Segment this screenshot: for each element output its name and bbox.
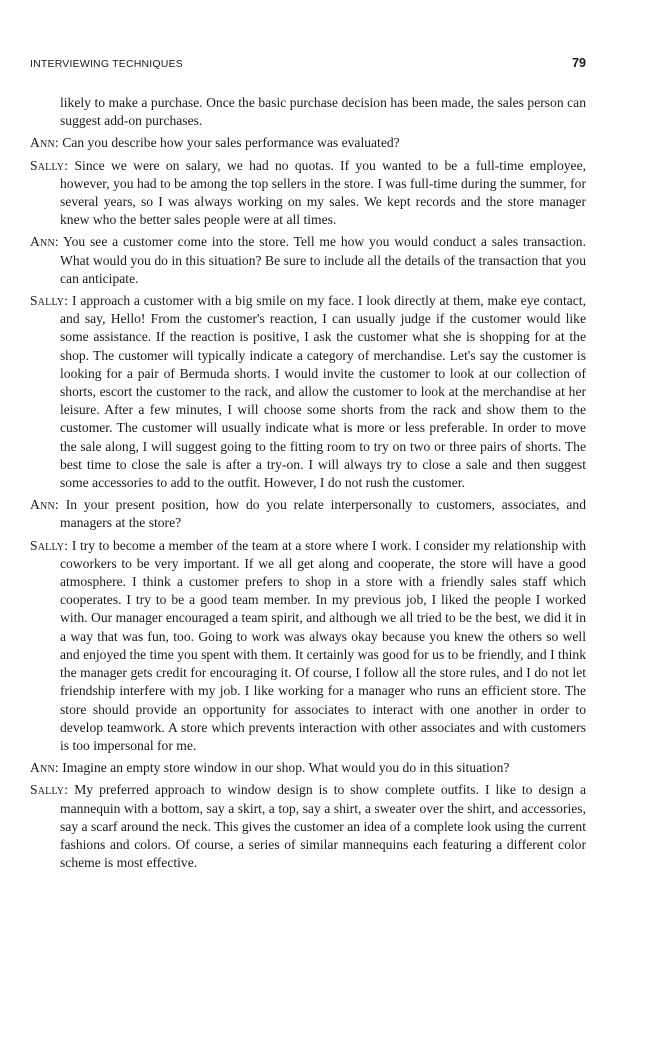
dialogue-sally [30,537,586,755]
dialogue-text: Since we were on salary, we had no quotas. If you wanted to be a full-time employee, however, you had to be among the top sellers in the store. I was full-time during the summer, for several years, so I was always working on my sales. We kept records and the store manager knew who the better sales people were at all times. [60,157,586,228]
dialogue-ann [30,134,586,152]
dialogue-text: I try to become a member of the team at a store where I work. I consider my relationship with coworkers to be very important. If we all get along and cooperate, the store will have a good atmosphere. I think a customer prefers to shop in a store with a friendly sales staff which cooperates. I try to be a good team member. In my previous job, I liked the people I worked with. Our manager encouraged a team spirit, and although we all tried to be the best, we did it in a way that was fun, too. Going to work was always okay because you knew the others so well and enjoyed the time you spent with them. It certainly was good for us to be friendly, and I think the manager gets credit for encouraging it. Of course, I follow all the store rules, and I do not let friendship interfere with my job. I like working for a manager who runs an efficient store. The store should provide an opportunity for associates to interact with one another in order to develop teamwork. A store which prevents interaction with other associates and with customers is too impersonal for me. [60,537,586,753]
paragraph-text: likely to make a purchase. Once the basic purchase decision has been made, the sales person can suggest add-on purchases. [60,95,586,129]
dialogue-text: In your present position, how do you relate interpersonally to customers, associates, and managers at the store? [60,497,586,531]
speaker-label: Ann: [30,497,59,513]
dialogue-text: You see a customer come into the store. Tell me how you would conduct a sales transaction. What would you do in this situation? Be sure to include all the details of the transaction that you can anticipate. [60,234,586,286]
running-head [30,58,586,74]
speaker-label: Sally: [30,782,69,798]
page-number: 79 [572,56,586,70]
section-title: INTERVIEWING TECHNIQUES [30,58,183,70]
dialogue-ann [30,496,586,532]
dialogue-text: I approach a customer with a big smile on my face. I look directly at them, make eye contact, and say, Hello! From the customer's reaction, I can usually judge if the customer would like some assistance. If the reaction is positive, I ask the customer what she is shopping for at the shop. The customer will typically indicate a category of merchandise. Let's say the customer is looking for a pair of Bermuda shorts. I would invite the customer to look at our collection of shorts, escort the customer to the rack, and allow the customer to look at the merchandise at her leisure. After a few minutes, I will choose some shorts from the rack and show them to the customer. The customer will usually indicate what is more or less preferable. In order to move the sale along, I will suggest going to the fitting room to try on two or three pairs of shorts. The best time to close the sale is after a try-on. I will always try to close a sale and then suggest some accessories to add to the outfit. However, I do not rush the customer. [60,293,586,491]
speaker-label: Ann: [30,135,59,151]
dialogue-ann [30,233,586,288]
speaker-label: Sally: [30,157,69,173]
dialogue-sally [30,781,586,872]
dialogue-text: My preferred approach to window design is to show complete outfits. I like to design a mannequin with a bottom, say a skirt, a top, say a shirt, a sweater over the shirt, and accessories, say a scarf around the neck. This gives the customer an idea of a complete look using the current fashions and colors. Of course, a series of similar mannequins each featuring a different color scheme is most effective. [60,782,586,871]
dialogue-sally [30,157,586,230]
speaker-label: Sally: [30,293,69,309]
paragraph-continuation [30,94,586,130]
speaker-label: Ann: [30,234,59,250]
speaker-label: Ann: [30,760,59,776]
page-body [30,94,586,876]
dialogue-ann [30,759,586,777]
speaker-label: Sally: [30,537,69,553]
dialogue-text: Can you describe how your sales performance was evaluated? [62,135,400,151]
dialogue-sally [30,292,586,492]
dialogue-text: Imagine an empty store window in our shop. What would you do in this situation? [62,760,510,776]
